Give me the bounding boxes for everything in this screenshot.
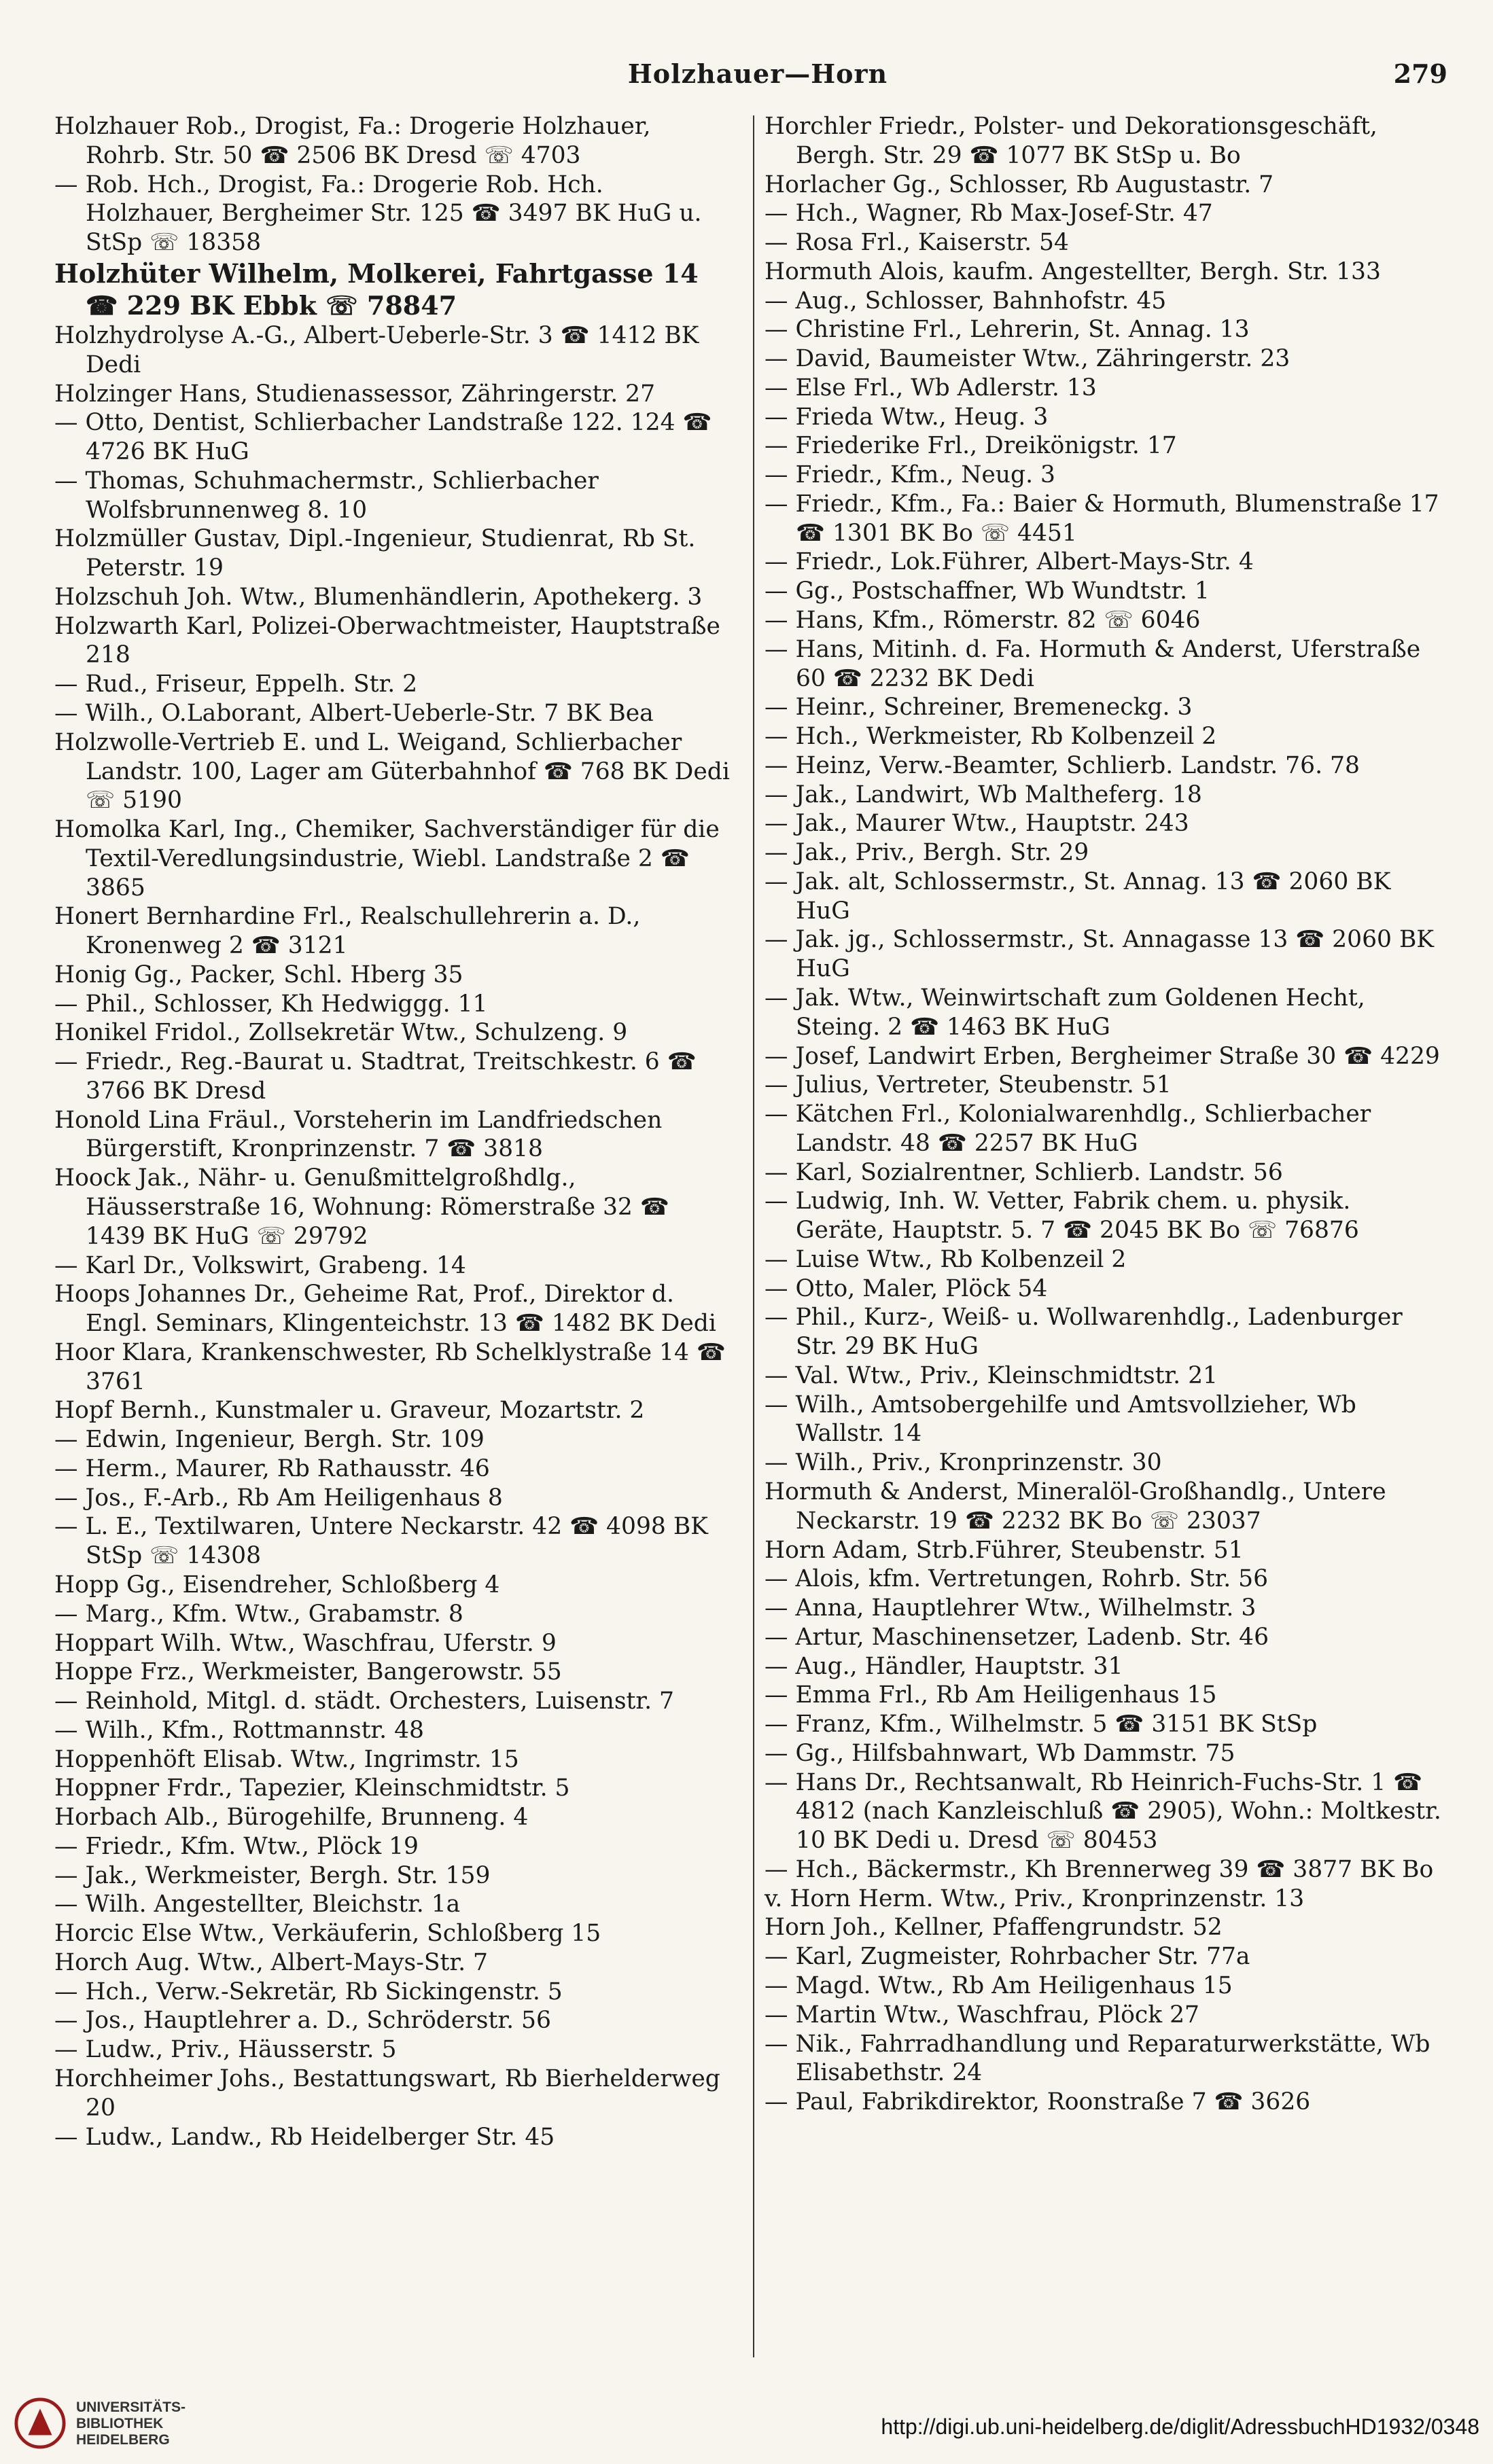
directory-entry: Holzmüller Gustav, Dipl.-Ingenieur, Studienrat, Rb St. Peterstr. 19 — [54, 525, 696, 582]
directory-entry: — Friedr., Kfm. Wtw., Plöck 19 — [54, 1832, 419, 1860]
directory-entry: — Jak. Wtw., Weinwirtschaft zum Goldenen Hecht, Steing. 2 ☎ 1463 BK HuG — [765, 984, 1365, 1041]
directory-entry: Hormuth & Anderst, Mineralöl-Großhandlg., Untere Neckarstr. 19 ☎ 2232 BK Bo ☏ 23037 — [765, 1478, 1386, 1535]
directory-entry: — Wilh., Kfm., Rottmannstr. 48 — [54, 1716, 424, 1744]
directory-entry: — Reinhold, Mitgl. d. städt. Orchesters, Luisenstr. 7 — [54, 1688, 674, 1715]
directory-entry: — Jak. alt, Schlossermstr., St. Annag. 13 ☎ 2060 BK HuG — [765, 868, 1391, 925]
directory-entry: — Rosa Frl., Kaiserstr. 54 — [765, 229, 1069, 257]
directory-entry: — Thomas, Schuhmachermstr., Schlierbacher Wolfsbrunnenweg 8. 10 — [54, 467, 599, 524]
directory-entry: Hopp Gg., Eisendreher, Schloßberg 4 — [54, 1571, 500, 1599]
directory-entry: Hoops Johannes Dr., Geheime Rat, Prof., Direktor d. Engl. Seminars, Klingenteichstr. 13 ☎ 1482 BK Dedi — [54, 1281, 716, 1338]
directory-entry: — Friedr., Kfm., Neug. 3 — [765, 461, 1055, 489]
directory-entry: — Julius, Vertreter, Steubenstr. 51 — [765, 1071, 1172, 1099]
directory-entry: — Ludwig, Inh. W. Vetter, Fabrik chem. u. physik. Geräte, Hauptstr. 5. 7 ☎ 2045 BK Bo ☏ 76876 — [765, 1188, 1359, 1245]
directory-entry: — Hch., Werkmeister, Rb Kolbenzeil 2 — [765, 723, 1217, 751]
directory-entry: — Kätchen Frl., Kolonialwarenhdlg., Schlierbacher Landstr. 48 ☎ 2257 BK HuG — [765, 1101, 1371, 1157]
directory-entry: — Karl Dr., Volkswirt, Grabeng. 14 — [54, 1251, 466, 1279]
directory-entry: — Karl, Sozialrentner, Schlierb. Landstr. 56 — [765, 1158, 1283, 1186]
page-header — [68, 58, 1447, 99]
footer — [0, 2385, 1493, 2464]
directory-entry: — Magd. Wtw., Rb Am Heiligenhaus 15 — [765, 1972, 1233, 1999]
directory-entry: — Wilh. Angestellter, Bleichstr. 1a — [54, 1891, 461, 1918]
directory-entry: — Anna, Hauptlehrer Wtw., Wilhelmstr. 3 — [765, 1594, 1257, 1622]
directory-entry: — L. E., Textilwaren, Untere Neckarstr. 42 ☎ 4098 BK StSp ☏ 14308 — [54, 1513, 708, 1570]
directory-entry: — Otto, Maler, Plöck 54 — [765, 1274, 1048, 1302]
directory-entry: — Aug., Händler, Hauptstr. 31 — [765, 1652, 1123, 1680]
directory-entry: Horlacher Gg., Schlosser, Rb Augustastr. 7 — [765, 171, 1274, 198]
running-head: Holzhauer—Horn — [627, 58, 888, 89]
directory-entry: — Friedr., Lok.Führer, Albert-Mays-Str. 4 — [765, 548, 1254, 576]
directory-entry: — Franz, Kfm., Wilhelmstr. 5 ☎ 3151 BK StSp — [765, 1711, 1318, 1738]
directory-entry: — Heinr., Schreiner, Bremeneckg. 3 — [765, 694, 1193, 721]
left-column — [54, 112, 734, 2151]
directory-entry: Hoppe Frz., Werkmeister, Bangerowstr. 55 — [54, 1658, 562, 1686]
directory-entry: Horn Adam, Strb.Führer, Steubenstr. 51 — [765, 1536, 1244, 1564]
directory-entry: — Friedr., Kfm., Fa.: Baier & Hormuth, Blumenstraße 17 ☎ 1301 BK Bo ☏ 4451 — [765, 490, 1439, 547]
directory-entry: Hoppner Frdr., Tapezier, Kleinschmidtstr. 5 — [54, 1774, 570, 1802]
directory-entry: — Luise Wtw., Rb Kolbenzeil 2 — [765, 1245, 1127, 1273]
directory-entry: Hormuth Alois, kaufm. Angestellter, Bergh. Str. 133 — [765, 257, 1381, 285]
directory-entry: Hopf Bernh., Kunstmaler u. Graveur, Mozartstr. 2 — [54, 1397, 645, 1425]
directory-entry: Holzschuh Joh. Wtw., Blumenhändlerin, Apothekerg. 3 — [54, 583, 703, 611]
directory-entry: Holzwolle-Vertrieb E. und L. Weigand, Schlierbacher Landstr. 100, Lager am Güterbahnhof ☎ 768 BK Dedi ☏ 5190 — [54, 728, 730, 815]
directory-entry: Holzinger Hans, Studienassessor, Zähringerstr. 27 — [54, 380, 656, 408]
directory-entry: Holzhydrolyse A.-G., Albert-Ueberle-Str. 3 ☎ 1412 BK Dedi — [54, 322, 699, 378]
directory-entry: Horn Joh., Kellner, Pfaffengrundstr. 52 — [765, 1914, 1223, 1942]
directory-entry: — Jak., Werkmeister, Bergh. Str. 159 — [54, 1861, 491, 1889]
directory-entry: — Wilh., O.Laborant, Albert-Ueberle-Str. 7 BK Bea — [54, 700, 654, 727]
directory-entry: Holzhüter Wilhelm, Molkerei, Fahrtgasse 14 ☎ 229 BK Ebbk ☏ 78847 — [54, 257, 699, 321]
directory-entry: Hoor Klara, Krankenschwester, Rb Schelklystraße 14 ☎ 3761 — [54, 1338, 726, 1395]
directory-entry: — Jak., Maurer Wtw., Hauptstr. 243 — [765, 810, 1189, 838]
directory-entry: — Rob. Hch., Drogist, Fa.: Drogerie Rob. Hch. Holzhauer, Bergheimer Str. 125 ☎ 3497 BK HuG u. StSp ☏ 18358 — [54, 171, 702, 257]
directory-entry: Honert Bernhardine Frl., Realschullehrerin a. D., Kronenweg 2 ☎ 3121 — [54, 903, 641, 960]
directory-entry: — Martin Wtw., Waschfrau, Plöck 27 — [765, 2001, 1199, 2029]
directory-entry: Homolka Karl, Ing., Chemiker, Sachverständiger für die Textil-Veredlungsindustrie, Wiebl. Landstraße 2 ☎ 3865 — [54, 816, 720, 901]
directory-entry: Hoppart Wilh. Wtw., Waschfrau, Uferstr. 9 — [54, 1629, 557, 1657]
directory-entry: — David, Baumeister Wtw., Zähringerstr. 23 — [765, 345, 1290, 373]
directory-entry: — Jak., Priv., Bergh. Str. 29 — [765, 839, 1089, 867]
directory-entry: — Else Frl., Wb Adlerstr. 13 — [765, 374, 1097, 401]
directory-entry: — Hch., Verw.-Sekretär, Rb Sickingenstr. 5 — [54, 1978, 563, 2005]
source-url[interactable]: http://digi.ub.uni-heidelberg.de/diglit/AdressbuchHD1932/0348 — [881, 2414, 1479, 2439]
column-divider — [753, 115, 754, 2357]
directory-entry: — Gg., Postschaffner, Wb Wundtstr. 1 — [765, 577, 1210, 605]
directory-entry: — Herm., Maurer, Rb Rathausstr. 46 — [54, 1454, 490, 1482]
directory-entry: v. Horn Herm. Wtw., Priv., Kronprinzenstr. 13 — [765, 1885, 1305, 1912]
directory-entry: — Paul, Fabrikdirektor, Roonstraße 7 ☎ 3626 — [765, 2088, 1311, 2116]
directory-entry: — Val. Wtw., Priv., Kleinschmidtstr. 21 — [765, 1361, 1218, 1389]
directory-entry: — Gg., Hilfsbahnwart, Wb Dammstr. 75 — [765, 1739, 1235, 1767]
directory-entry: — Frieda Wtw., Heug. 3 — [765, 403, 1049, 431]
directory-entry: — Wilh., Priv., Kronprinzenstr. 30 — [765, 1449, 1162, 1477]
directory-entry: Hoppenhöft Elisab. Wtw., Ingrimstr. 15 — [54, 1745, 519, 1773]
directory-entry: — Josef, Landwirt Erben, Bergheimer Straße 30 ☎ 4229 — [765, 1042, 1440, 1070]
directory-entry: — Edwin, Ingenieur, Bergh. Str. 109 — [54, 1426, 485, 1454]
directory-entry: — Rud., Friseur, Eppelh. Str. 2 — [54, 671, 418, 698]
directory-entry: — Phil., Kurz-, Weiß- u. Wollwarenhdlg., Ladenburger Str. 29 BK HuG — [765, 1304, 1403, 1361]
directory-entry: — Friedr., Reg.-Baurat u. Stadtrat, Treitschkestr. 6 ☎ 3766 BK Dresd — [54, 1048, 697, 1105]
directory-entry: Horbach Alb., Bürogehilfe, Brunneng. 4 — [54, 1804, 529, 1832]
directory-entry: Horcic Else Wtw., Verkäuferin, Schloßberg 15 — [54, 1920, 601, 1948]
directory-entry: — Heinz, Verw.-Beamter, Schlierb. Landstr. 76. 78 — [765, 751, 1360, 779]
library-name: UNIVERSITÄTS-BIBLIOTHEK HEIDELBERG — [76, 2399, 186, 2448]
directory-entry: — Phil., Schlosser, Kh Hedwiggg. 11 — [54, 990, 488, 1018]
directory-entry: — Hch., Wagner, Rb Max-Josef-Str. 47 — [765, 200, 1213, 228]
directory-entry: Horchheimer Johs., Bestattungswart, Rb Bierhelderweg 20 — [54, 2065, 720, 2122]
directory-entry: — Karl, Zugmeister, Rohrbacher Str. 77a — [765, 1943, 1250, 1971]
page-number: 279 — [1393, 58, 1447, 89]
directory-entry: — Ludw., Landw., Rb Heidelberger Str. 45 — [54, 2123, 555, 2151]
directory-entry: — Hans, Mitinh. d. Fa. Hormuth & Anderst, Uferstraße 60 ☎ 2232 BK Dedi — [765, 635, 1421, 692]
directory-entry: Hoock Jak., Nähr- u. Genußmittelgroßhdlg., Häusserstraße 16, Wohnung: Römerstraße 32 ☎ 1439 BK HuG ☏ 29792 — [54, 1164, 669, 1250]
directory-entry: Holzwarth Karl, Polizei-Oberwachtmeister, Hauptstraße 218 — [54, 612, 720, 669]
directory-entry: — Friederike Frl., Dreikönigstr. 17 — [765, 432, 1177, 460]
directory-entry: Horch Aug. Wtw., Albert-Mays-Str. 7 — [54, 1948, 488, 1976]
library-logo-icon — [14, 2397, 67, 2450]
directory-entry: — Otto, Dentist, Schlierbacher Landstraße 122. 124 ☎ 4726 BK HuG — [54, 409, 712, 466]
right-column — [765, 112, 1444, 2117]
directory-entry: — Hch., Bäckermstr., Kh Brennerweg 39 ☎ 3877 BK Bo — [765, 1855, 1434, 1883]
directory-entry: Honikel Fridol., Zollsekretär Wtw., Schulzeng. 9 — [54, 1019, 628, 1047]
directory-entry: — Artur, Maschinensetzer, Ladenb. Str. 46 — [765, 1623, 1269, 1651]
directory-entry: — Marg., Kfm. Wtw., Grabamstr. 8 — [54, 1600, 463, 1628]
directory-entry: — Ludw., Priv., Häusserstr. 5 — [54, 2036, 397, 2064]
directory-entry: Holzhauer Rob., Drogist, Fa.: Drogerie Holzhauer, Rohrb. Str. 50 ☎ 2506 BK Dresd ☏ 4703 — [54, 113, 651, 169]
directory-entry: Honold Lina Fräul., Vorsteherin im Landfriedschen Bürgerstift, Kronprinzenstr. 7 ☎ 3818 — [54, 1106, 663, 1163]
directory-entry: — Jak., Landwirt, Wb Maltheferg. 18 — [765, 781, 1202, 808]
directory-entry: — Jos., F.-Arb., Rb Am Heiligenhaus 8 — [54, 1484, 503, 1512]
directory-entry: — Jos., Hauptlehrer a. D., Schröderstr. 56 — [54, 2007, 551, 2035]
directory-entry: Honig Gg., Packer, Schl. Hberg 35 — [54, 961, 463, 988]
directory-entry: — Christine Frl., Lehrerin, St. Annag. 13 — [765, 316, 1250, 344]
directory-entry: — Alois, kfm. Vertretungen, Rohrb. Str. 56 — [765, 1565, 1269, 1593]
directory-entry: — Wilh., Amtsobergehilfe und Amtsvollzieher, Wb Wallstr. 14 — [765, 1391, 1356, 1448]
directory-entry: — Jak. jg., Schlossermstr., St. Annagasse 13 ☎ 2060 BK HuG — [765, 926, 1435, 983]
directory-entry: — Nik., Fahrradhandlung und Reparaturwerkstätte, Wb Elisabethstr. 24 — [765, 2030, 1430, 2087]
directory-entry: — Hans Dr., Rechtsanwalt, Rb Heinrich-Fuchs-Str. 1 ☎ 4812 (nach Kanzleischluß ☎ 2905), Wohn.: Moltkestr. 10 BK Dedi u. Dresd ☏ 80453 — [765, 1768, 1441, 1855]
directory-entry: — Hans, Kfm., Römerstr. 82 ☏ 6046 — [765, 607, 1201, 635]
directory-entry: — Emma Frl., Rb Am Heiligenhaus 15 — [765, 1681, 1217, 1709]
directory-entry: Horchler Friedr., Polster- und Dekorationsgeschäft, Bergh. Str. 29 ☎ 1077 BK StSp u. Bo — [765, 113, 1377, 169]
directory-entry: — Aug., Schlosser, Bahnhofstr. 45 — [765, 287, 1167, 315]
